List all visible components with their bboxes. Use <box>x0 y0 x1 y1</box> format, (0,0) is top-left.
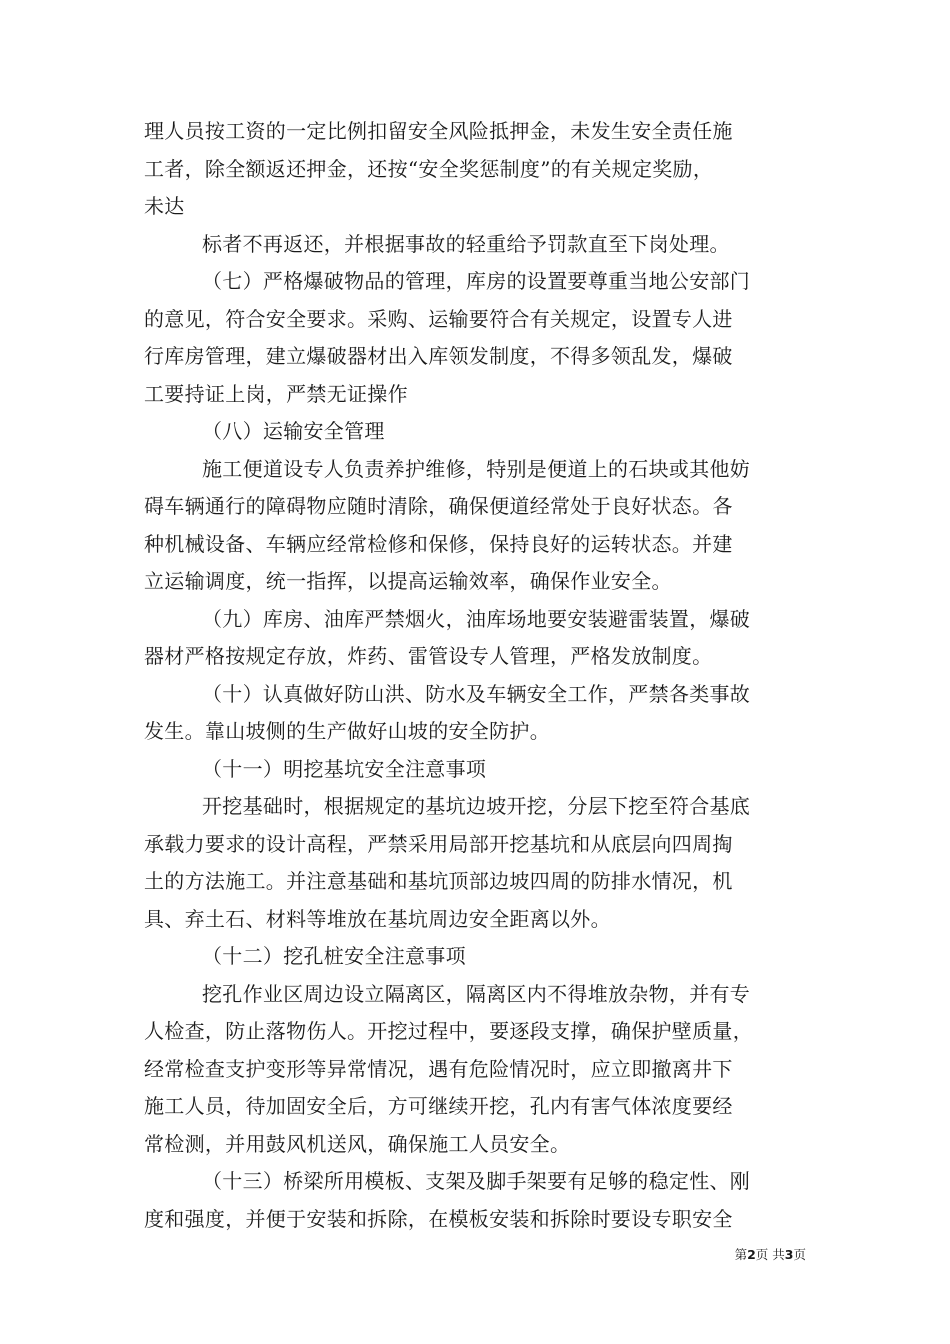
text-line: 工要持证上岗，严禁无证操作 <box>144 381 408 406</box>
text-line: 工者，除全额返还押金，还按“安全奖惩制度”的有关规定奖励， <box>144 156 714 181</box>
text-line: 碍车辆通行的障碍物应随时清除，确保便道经常处于良好状态。各 <box>144 494 733 518</box>
document-body <box>144 113 812 1238</box>
text-line: （十二）挖孔桩安全注意事项 <box>202 944 466 968</box>
text-line: （十一）明挖基坑安全注意事项 <box>202 756 487 781</box>
text-line: 度和强度，并便于安装和拆除，在模板安装和拆除时要设专职安全 <box>144 1206 733 1231</box>
text-line: 标者不再返还，并根据事故的轻重给予罚款直至下岗处理。 <box>202 231 730 256</box>
text-line: （八）运输安全管理 <box>202 419 385 443</box>
text-line: 理人员按工资的一定比例扣留安全风险抵押金，未发生安全责任施 <box>144 119 733 143</box>
text-line: 发生。靠山坡侧的生产做好山坡的安全防护。 <box>144 719 550 743</box>
text-line: 承载力要求的设计高程，严禁采用局部开挖基坑和从底层向四周掏 <box>144 831 733 856</box>
footer-prefix: 第 <box>734 1247 748 1262</box>
text-line: （七）严格爆破物品的管理，库房的设置要尊重当地公安部门 <box>202 269 751 293</box>
text-line: 未达 <box>144 194 185 218</box>
text-line: 施工人员，待加固安全后，方可继续开挖，孔内有害气体浓度要经 <box>144 1094 733 1118</box>
text-line: 人检查，防止落物伤人。开挖过程中，要逐段支撑，确保护壁质量， <box>144 1019 753 1043</box>
footer-middle: 页 共 <box>755 1247 785 1262</box>
text-line: 立运输调度，统一指挥，以提高运输效率，确保作业安全。 <box>144 569 672 593</box>
current-page-number: 2 <box>747 1247 756 1262</box>
text-line: （十）认真做好防山洪、防水及车辆安全工作，严禁各类事故 <box>202 681 751 706</box>
text-line: 经常检查支护变形等异常情况，遇有危险情况时，应立即撤离井下 <box>144 1056 733 1081</box>
text-line: 器材严格按规定存放，炸药、雷管设专人管理，严格发放制度。 <box>144 644 713 668</box>
text-line: 具、弃土石、材料等堆放在基坑周边安全距离以外。 <box>144 906 611 931</box>
text-line: 开挖基础时，根据规定的基坑边坡开挖，分层下挖至符合基底 <box>202 794 751 818</box>
text-line: 的意见，符合安全要求。采购、运输要符合有关规定，设置专人进 <box>144 306 733 331</box>
total-page-number: 3 <box>784 1247 794 1262</box>
text-line: 常检测，并用鼓风机送风，确保施工人员安全。 <box>144 1131 571 1156</box>
page-number-footer <box>735 1245 806 1263</box>
footer-suffix: 页 <box>793 1247 806 1262</box>
text-line: 土的方法施工。并注意基础和基坑顶部边坡四周的防排水情况，机 <box>144 869 733 893</box>
text-line: （九）库房、油库严禁烟火，油库场地要安装避雷装置，爆破 <box>202 606 751 631</box>
text-line: （十三）桥梁所用模板、支架及脚手架要有足够的稳定性、刚 <box>202 1169 751 1193</box>
text-line: 种机械设备、车辆应经常检修和保修，保持良好的运转状态。并建 <box>144 531 733 556</box>
text-line: 施工便道设专人负责养护维修，特别是便道上的石块或其他妨 <box>202 456 751 481</box>
text-line: 行库房管理，建立爆破器材出入库领发制度，不得多领乱发，爆破 <box>144 344 733 368</box>
text-line: 挖孔作业区周边设立隔离区，隔离区内不得堆放杂物，并有专 <box>202 981 751 1006</box>
